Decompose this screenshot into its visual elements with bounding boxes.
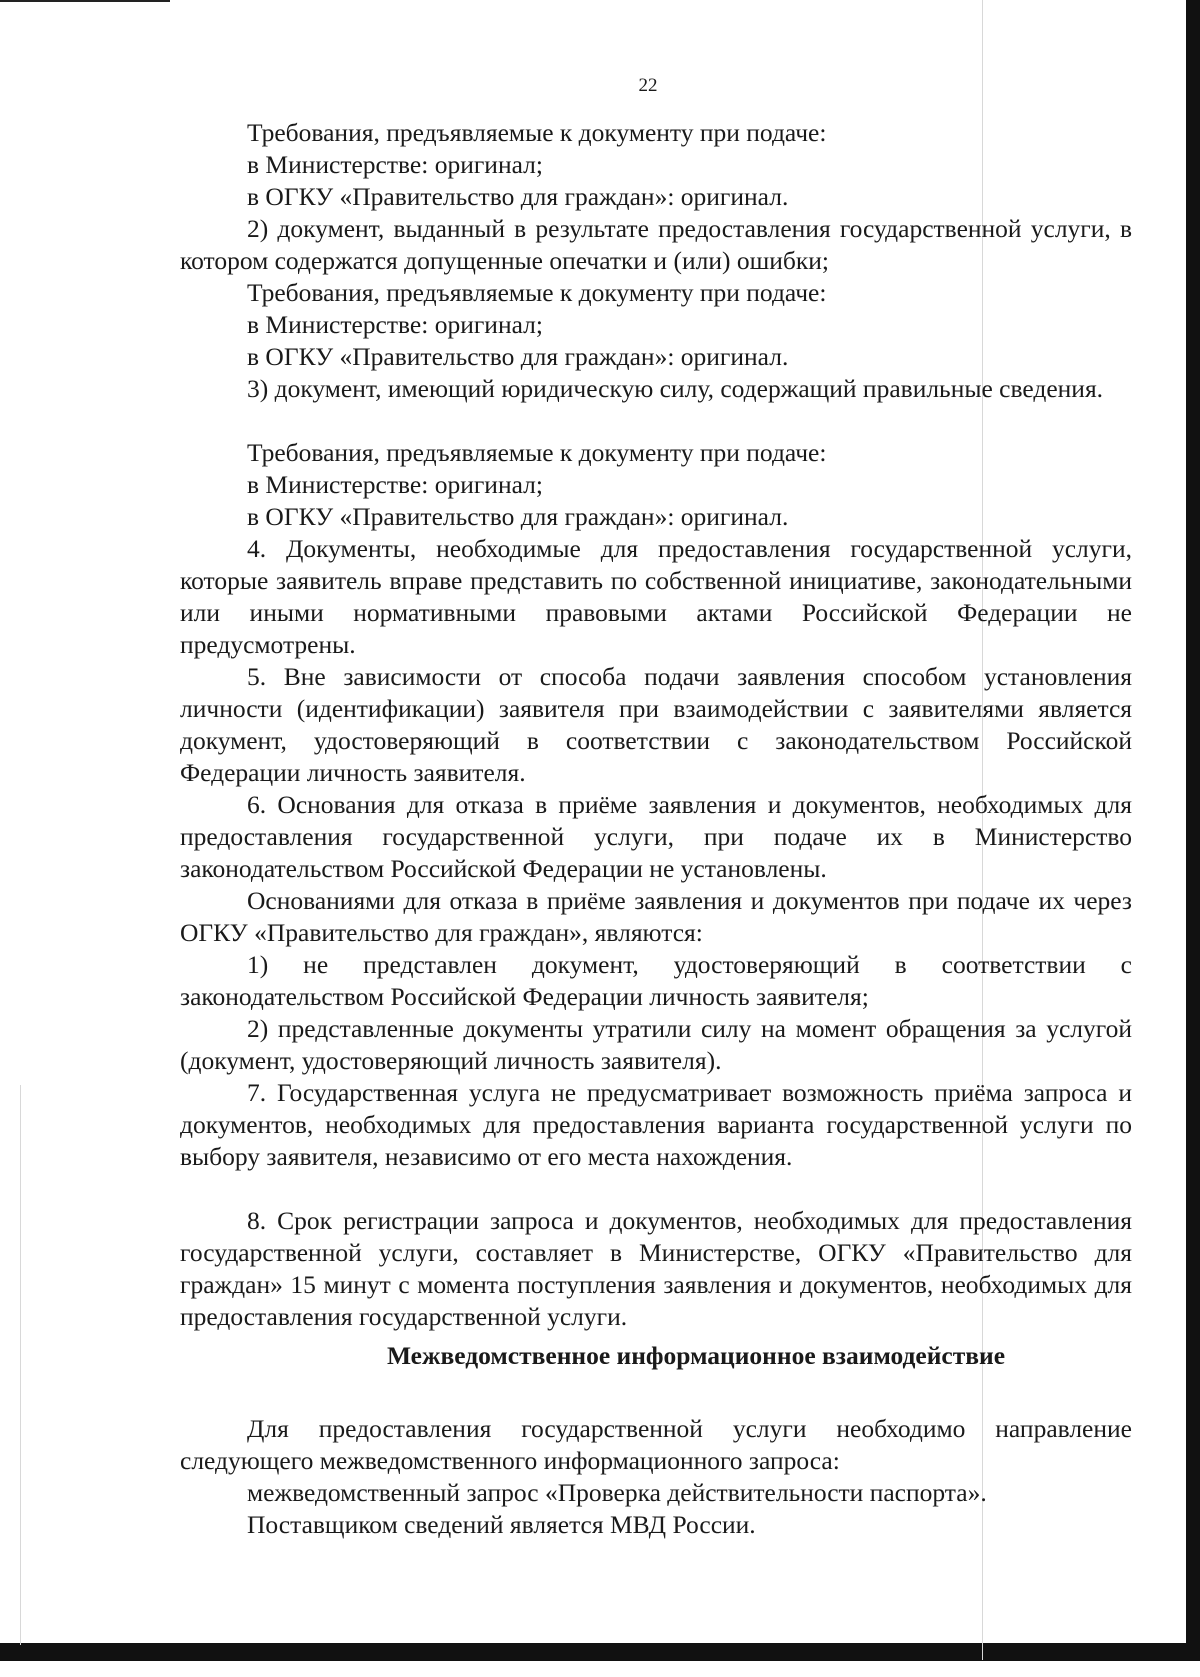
paragraph: 5. Вне зависимости от способа подачи заявления способом установления личности (идентификации) заявителя при взаимодействии с заявителями является документ, удостоверяющий в соответствии с законодательством Российской Федерации личность заявителя. [180,662,1132,787]
page-number: 22 [638,75,658,96]
paragraph: Основаниями для отказа в приёме заявления и документов при подаче их через ОГКУ «Правительство для граждан», являются: [180,886,1132,947]
paragraph: 3) документ, имеющий юридическую силу, содержащий правильные сведения. [247,374,1104,403]
paragraph: в Министерстве: оригинал; [247,310,543,339]
paragraph: в Министерстве: оригинал; [247,150,543,179]
paragraph: 2) представленные документы утратили силу на момент обращения за услугой (документ, удостоверяющий личность заявителя). [180,1014,1132,1075]
paragraph: 2) документ, выданный в результате предоставления государственной услуги, в котором содержатся допущенные опечатки и (или) ошибки; [180,214,1132,275]
scan-edge-bottom [0,1643,1200,1661]
section-heading: Межведомственное информационное взаимодействие [386,1341,1006,1370]
paragraph: 7. Государственная услуга не предусматривает возможность приёма запроса и документов, необходимых для предоставления варианта государственной услуги по выбору заявителя, независимо от его места нахождения. [180,1078,1132,1171]
paragraph: Требования, предъявляемые к документу при подаче: [247,438,827,467]
paragraph: 1) не представлен документ, удостоверяющий в соответствии с законодательством Российской Федерации личность заявителя; [180,950,1132,1011]
paragraph: 6. Основания для отказа в приёме заявления и документов, необходимых для предоставления государственной услуги, при подаче их в Министерство законодательством Российской Федерации не установлены. [180,790,1132,883]
paragraph: Требования, предъявляемые к документу при подаче: [247,118,827,147]
scan-margin-line [20,1085,21,1645]
paragraph: Поставщиком сведений является МВД России. [247,1510,756,1539]
paragraph: Для предоставления государственной услуги необходимо направление следующего межведомственного информационного запроса: [180,1414,1132,1475]
paragraph: в Министерстве: оригинал; [247,470,543,499]
paragraph: Требования, предъявляемые к документу при подаче: [247,278,827,307]
paragraph: в ОГКУ «Правительство для граждан»: оригинал. [247,182,789,211]
scan-edge-top [0,0,170,2]
paragraph: межведомственный запрос «Проверка действительности паспорта». [247,1478,987,1507]
paragraph: в ОГКУ «Правительство для граждан»: оригинал. [247,502,789,531]
paragraph: 4. Документы, необходимые для предоставления государственной услуги, которые заявитель вправе представить по собственной инициативе, законодательными или иными нормативными правовыми актами Российской Федерации не предусмотрены. [180,534,1132,659]
paragraph: в ОГКУ «Правительство для граждан»: оригинал. [247,342,789,371]
scan-edge-right [1186,0,1200,1660]
paragraph: 8. Срок регистрации запроса и документов, необходимых для предоставления государственной услуги, составляет в Министерстве, ОГКУ «Правительство для граждан» 15 минут с момента поступления заявления и документов, необходимых для предоставления государственной услуги. [180,1206,1132,1331]
